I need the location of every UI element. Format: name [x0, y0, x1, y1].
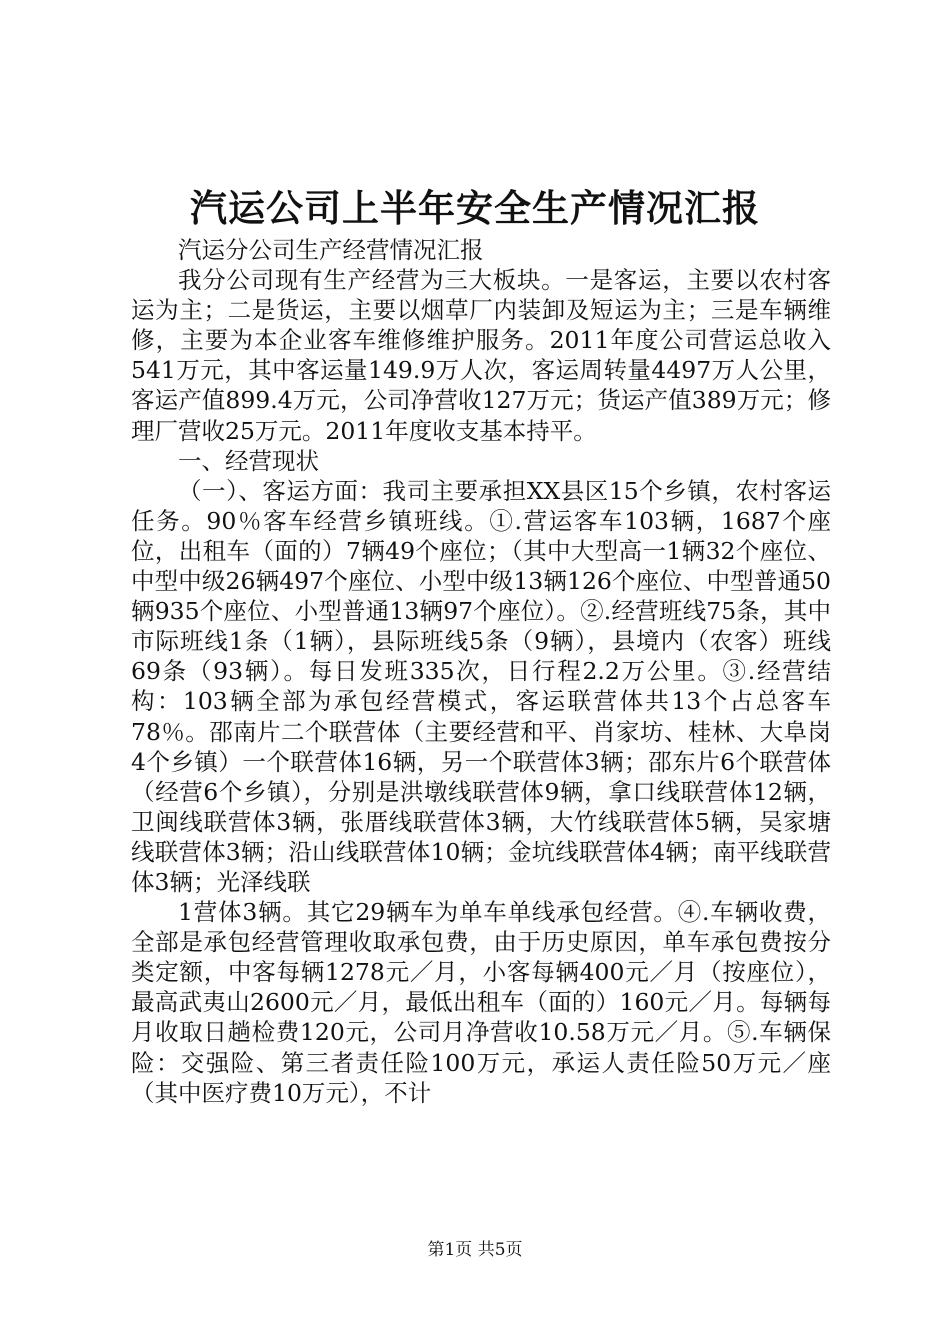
- intro-paragraph: 我分公司现有生产经营为三大板块。一是客运，主要以农村客运为主；二是货运，主要以烟草厂内装卸及短运为主；三是车辆维修，主要为本企业客车维修维护服务。2011年度公司营运总收入541万元，其中客运量149.9万人次，客运周转量4497万人公里，客运产值899.4万元，公司净营收127万元；货运产值389万元；修理厂营收25万元。2011年度收支基本持平。: [131, 266, 831, 445]
- passenger-transport-paragraph: （一）、客运方面：我司主要承担XX县区15个乡镇，农村客运任务。90％客车经营乡镇班线。①.营运客车103辆，1687个座位，出租车（面的）7辆49个座位；（其中大型高一1辆32个座位、中型中级26辆497个座位、小型中级13辆126个座位、中型普通50辆935个座位、小型普通13辆97个座位）。②.经营班线75条，其中市际班线1条（1辆），县际班线5条（9辆），县境内（农客）班线69条（93辆）。每日发班335次，日行程2.2万公里。③.经营结构：103辆全部为承包经营模式，客运联营体共13个占总客车78％。邵南片二个联营体（主要经营和平、肖家坊、桂林、大阜岗4个乡镇）一个联营体16辆，另一个联营体3辆；邵东片6个联营体（经营6个乡镇），分别是洪墩线联营体9辆，拿口线联营体12辆，卫闽线联营体3辆，张厝线联营体3辆，大竹线联营体5辆，吴家塘线联营体3辆；沿山线联营体10辆；金坑线联营体4辆；南平线联营体3辆；光泽线联: [131, 476, 831, 896]
- document-title: 汽运公司上半年安全生产情况汇报: [190, 186, 760, 230]
- section-heading: 一、经营现状: [178, 446, 319, 475]
- continuation-paragraph: 1营体3辆。其它29辆车为单车单线承包经营。④.车辆收费，全部是承包经营管理收取承包费，由于历史原因，单车承包费按分类定额，中客每辆1278元／月，小客每辆400元／月（按座位），最高武夷山2600元／月，最低出租车（面的）160元／月。每辆每月收取日趟检费120元，公司月净营收10.58万元／月。⑤.车辆保险：交强险、第三者责任险100万元，承运人责任险50万元／座（其中医疗费10万元），不计: [131, 898, 831, 1107]
- document-body: [131, 235, 831, 1108]
- section-subtitle: 汽运分公司生产经营情况汇报: [178, 236, 484, 264]
- page-footer: 第1页 共5页: [427, 1240, 523, 1260]
